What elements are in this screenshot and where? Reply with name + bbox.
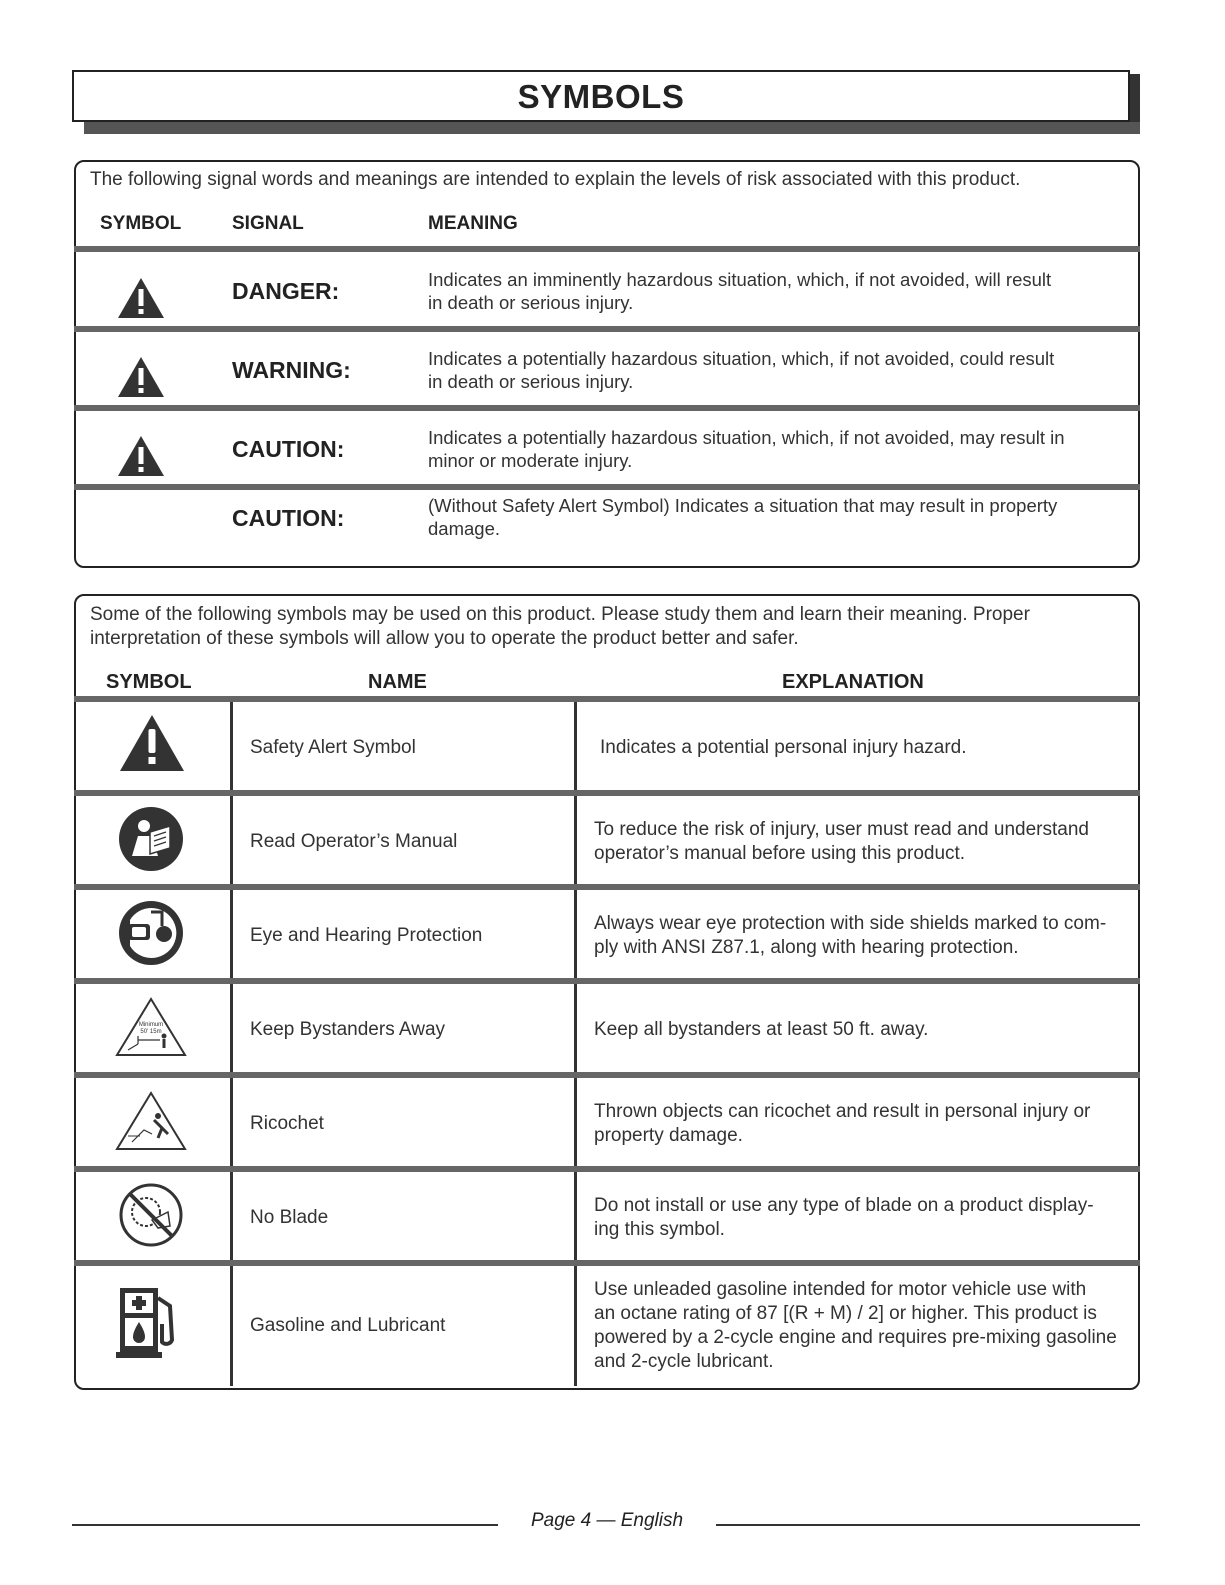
signal-word: CAUTION: bbox=[232, 436, 345, 462]
footer-rule bbox=[72, 1524, 498, 1526]
svg-text:50' 15m: 50' 15m bbox=[140, 1029, 162, 1035]
row-separator bbox=[74, 246, 1140, 252]
read-manual-icon bbox=[118, 806, 184, 872]
symbol-explanation: Do not install or use any type of blade on a product display- ing this symbol. bbox=[594, 1195, 1094, 1240]
column-divider bbox=[574, 700, 577, 1386]
safety-alert-icon bbox=[118, 713, 186, 773]
gasoline-lubricant-icon bbox=[114, 1284, 186, 1360]
symbol-name: Gasoline and Lubricant bbox=[250, 1315, 446, 1336]
symbol-explanation: Indicates a potential personal injury hazard. bbox=[600, 737, 967, 758]
signal-meaning: Indicates a potentially hazardous situation, which, if not avoided, could result in death or serious injury. bbox=[428, 348, 1055, 392]
footer-rule bbox=[716, 1524, 1140, 1526]
keep-bystanders-away-icon bbox=[114, 996, 188, 1058]
symbol-explanation: Use unleaded gasoline intended for motor vehicle use with an octane rating of 87 [(R + M) / 2] or higher. This product is powered by a 2-cycle engine and requires pre-mixing gasoline and 2-cycle lubricant. bbox=[594, 1279, 1117, 1372]
symbols-intro: Some of the following symbols may be used on this product. Please study them and learn their meaning. Proper interpretation of these symbols will allow you to operate the product better and safer. bbox=[90, 604, 1030, 649]
symbol-name: No Blade bbox=[250, 1207, 329, 1228]
eye-hearing-protection-icon bbox=[118, 900, 184, 966]
signal-word: WARNING: bbox=[232, 357, 351, 383]
signal-word: DANGER: bbox=[232, 278, 340, 304]
safety-alert-triangle-icon bbox=[116, 276, 166, 320]
row-separator bbox=[74, 884, 1140, 890]
svg-text:Minimum: Minimum bbox=[138, 1022, 164, 1028]
symbol-explanation: Keep all bystanders at least 50 ft. away. bbox=[594, 1019, 929, 1040]
row-separator bbox=[74, 405, 1140, 411]
signal-word: CAUTION: bbox=[232, 505, 345, 531]
row-separator bbox=[74, 484, 1140, 490]
symbol-name: Read Operator’s Manual bbox=[250, 831, 458, 852]
col-header-explanation: EXPLANATION bbox=[782, 671, 924, 693]
banner-shadow bbox=[84, 122, 1140, 134]
signal-meaning: (Without Safety Alert Symbol) Indicates a situation that may result in property damage. bbox=[428, 495, 1058, 539]
signal-intro: The following signal words and meanings are intended to explain the levels of risk associated with this product. bbox=[90, 169, 1021, 190]
signal-meaning: Indicates a potentially hazardous situation, which, if not avoided, may result in minor or moderate injury. bbox=[428, 427, 1065, 471]
symbol-explanation: To reduce the risk of injury, user must read and understand operator’s manual before using this product. bbox=[594, 819, 1089, 864]
ricochet-icon bbox=[114, 1090, 188, 1152]
column-divider bbox=[230, 700, 233, 1386]
row-separator bbox=[74, 326, 1140, 332]
symbol-explanation: Always wear eye protection with side shields marked to com- ply with ANSI Z87.1, along with hearing protection. bbox=[594, 913, 1107, 958]
symbol-explanation: Thrown objects can ricochet and result in personal injury or property damage. bbox=[594, 1101, 1091, 1146]
page-footer: Page 4 — English bbox=[530, 1510, 684, 1531]
row-separator bbox=[74, 1072, 1140, 1078]
symbol-name: Keep Bystanders Away bbox=[250, 1019, 446, 1040]
col-header-symbol: SYMBOL bbox=[106, 671, 192, 693]
page-title: SYMBOLS bbox=[517, 78, 685, 115]
col-header-name: NAME bbox=[368, 671, 427, 693]
row-separator bbox=[74, 696, 1140, 702]
col-header-meaning: MEANING bbox=[428, 213, 518, 234]
col-header-symbol: SYMBOL bbox=[100, 213, 182, 234]
row-separator bbox=[74, 1260, 1140, 1266]
safety-alert-triangle-icon bbox=[116, 355, 166, 399]
symbol-name: Eye and Hearing Protection bbox=[250, 925, 483, 946]
symbol-name: Ricochet bbox=[250, 1113, 324, 1134]
row-separator bbox=[74, 978, 1140, 984]
signal-meaning: Indicates an imminently hazardous situation, which, if not avoided, will result in death or serious injury. bbox=[428, 269, 1052, 313]
symbol-name: Safety Alert Symbol bbox=[250, 737, 416, 758]
col-header-signal: SIGNAL bbox=[232, 213, 304, 234]
row-separator bbox=[74, 790, 1140, 796]
row-separator bbox=[74, 1166, 1140, 1172]
no-blade-icon bbox=[118, 1182, 184, 1248]
symbols-panel bbox=[74, 594, 1140, 1390]
safety-alert-triangle-icon bbox=[116, 434, 166, 478]
